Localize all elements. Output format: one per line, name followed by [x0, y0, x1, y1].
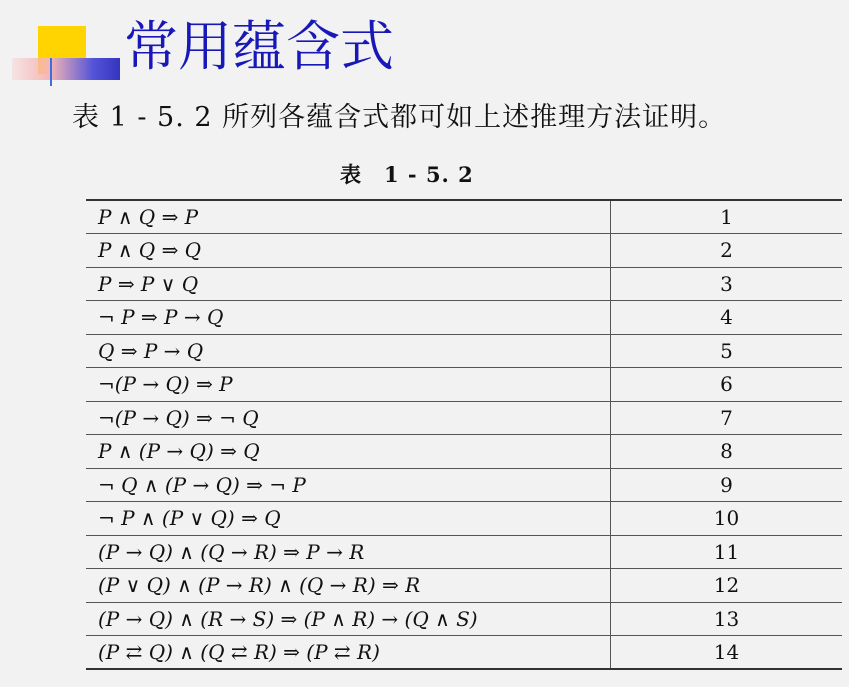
formula-cell: (P → Q) ∧ (R → S) ⇒ (P ∧ R) → (Q ∧ S): [86, 602, 611, 636]
formula-cell: ¬ P ⇒ P → Q: [86, 301, 611, 335]
number-cell: 9: [611, 468, 843, 502]
intro-text: 表 1 - 5. 2 所列各蕴含式都可如上述推理方法证明。: [72, 102, 727, 133]
number-cell: 5: [611, 334, 843, 368]
table-row: [86, 435, 842, 469]
table-row: [86, 569, 842, 603]
formula-cell: (P ⇄ Q) ∧ (Q ⇄ R) ⇒ (P ⇄ R): [86, 636, 611, 670]
formula-cell: (P ∨ Q) ∧ (P → R) ∧ (Q → R) ⇒ R: [86, 569, 611, 603]
title-decoration: [0, 0, 125, 90]
number-cell: 7: [611, 401, 843, 435]
table-row: [86, 468, 842, 502]
formula-cell: ¬(P → Q) ⇒ P: [86, 368, 611, 402]
formula-cell: ¬ Q ∧ (P → Q) ⇒ ¬ P: [86, 468, 611, 502]
table-caption: 表 1 - 5. 2: [340, 162, 474, 187]
vertical-line-decoration: [50, 58, 52, 86]
implications-table: [86, 199, 842, 670]
table-row: [86, 334, 842, 368]
number-cell: 12: [611, 569, 843, 603]
number-cell: 11: [611, 535, 843, 569]
table-row: [86, 401, 842, 435]
formula-cell: P ∧ (P → Q) ⇒ Q: [86, 435, 611, 469]
formula-cell: ¬(P → Q) ⇒ ¬ Q: [86, 401, 611, 435]
number-cell: 2: [611, 234, 843, 268]
formula-cell: (P → Q) ∧ (Q → R) ⇒ P → R: [86, 535, 611, 569]
number-cell: 1: [611, 200, 843, 234]
table-row: [86, 301, 842, 335]
table-row: [86, 636, 842, 670]
formula-cell: ¬ P ∧ (P ∨ Q) ⇒ Q: [86, 502, 611, 536]
number-cell: 13: [611, 602, 843, 636]
table-row: [86, 535, 842, 569]
number-cell: 8: [611, 435, 843, 469]
table-row: [86, 502, 842, 536]
number-cell: 4: [611, 301, 843, 335]
number-cell: 3: [611, 267, 843, 301]
table-row: [86, 267, 842, 301]
number-cell: 14: [611, 636, 843, 670]
formula-cell: P ∧ Q ⇒ Q: [86, 234, 611, 268]
number-cell: 6: [611, 368, 843, 402]
table-row: [86, 602, 842, 636]
formula-cell: P ∧ Q ⇒ P: [86, 200, 611, 234]
slide-title: 常用蕴含式: [124, 15, 394, 78]
table-row: [86, 368, 842, 402]
table-row: [86, 200, 842, 234]
formula-cell: Q ⇒ P → Q: [86, 334, 611, 368]
gradient-bar-decoration: [12, 58, 120, 80]
table-row: [86, 234, 842, 268]
formula-cell: P ⇒ P ∨ Q: [86, 267, 611, 301]
number-cell: 10: [611, 502, 843, 536]
